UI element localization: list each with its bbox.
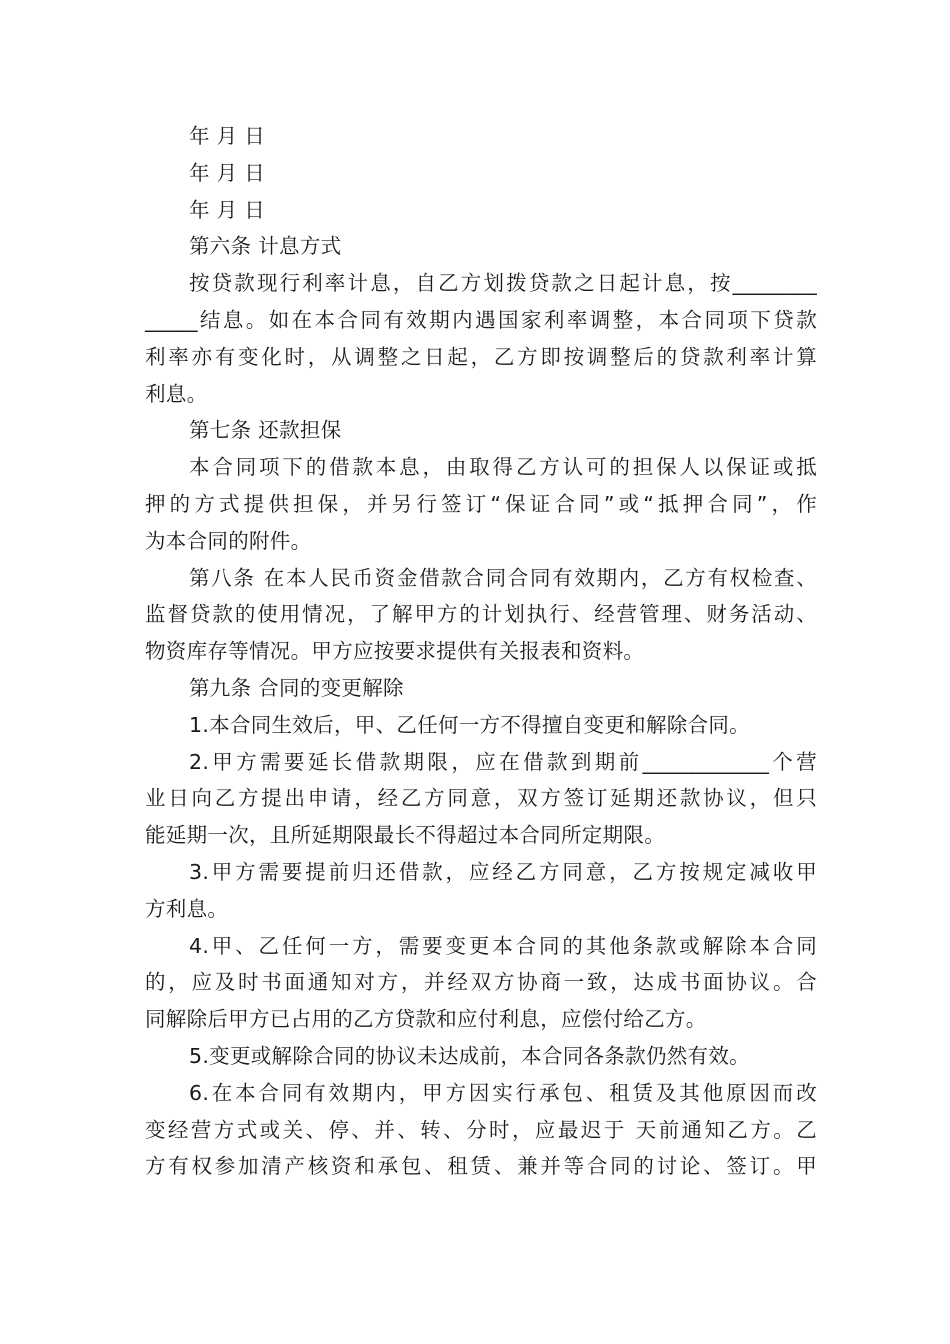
text-line: 第八条 在本人民币资金借款合同合同有效期内，乙方有权检查、	[189, 565, 817, 590]
text-line: 年 月 日	[189, 160, 266, 185]
text-line: 监督贷款的使用情况，了解甲方的计划执行、经营管理、财务活动、	[145, 602, 817, 627]
text-line: 1.本合同生效后，甲、乙任何一方不得擅自变更和解除合同。	[189, 712, 750, 737]
text-line: _____结息。如在本合同有效期内遇国家利率调整，本合同项下贷款	[145, 307, 817, 332]
text-line: 押的方式提供担保，并另行签订“保证合同”或“抵押合同”，作	[145, 491, 817, 516]
text-line: 第九条 合同的变更解除	[189, 675, 404, 700]
text-line: 本合同项下的借款本息，由取得乙方认可的担保人以保证或抵	[189, 455, 817, 480]
text-line: 方利息。	[145, 896, 229, 921]
text-line: 利息。	[145, 381, 208, 406]
text-line: 物资库存等情况。甲方应按要求提供有关报表和资料。	[145, 639, 645, 664]
text-line: 的，应及时书面通知对方，并经双方协商一致，达成书面协议。合	[145, 970, 817, 995]
text-line: 同解除后甲方已占用的乙方贷款和应付利息，应偿付给乙方。	[145, 1007, 707, 1032]
text-line: 3.甲方需要提前归还借款，应经乙方同意，乙方按规定减收甲	[189, 859, 817, 884]
text-line: 4.甲、乙任何一方，需要变更本合同的其他条款或解除本合同	[189, 933, 817, 958]
text-line: 6.在本合同有效期内，甲方因实行承包、租赁及其他原因而改	[189, 1080, 817, 1105]
text-line: 年 月 日	[189, 124, 266, 148]
text-line: 年 月 日	[189, 197, 266, 222]
text-line: 业日向乙方提出申请，经乙方同意，双方签订延期还款协议，但只	[145, 786, 817, 811]
text-line: 利率亦有变化时，从调整之日起，乙方即按调整后的贷款利率计算	[145, 344, 817, 369]
text-line: 方有权参加清产核资和承包、租赁、兼并等合同的讨论、签订。甲	[145, 1154, 817, 1179]
document-page	[145, 118, 817, 1185]
text-line: 变经营方式或关、停、并、转、分时，应最迟于 天前通知乙方。乙	[145, 1117, 817, 1142]
text-line: 5.变更或解除合同的协议未达成前，本合同各条款仍然有效。	[189, 1043, 750, 1068]
text-line: 按贷款现行利率计息，自乙方划拨贷款之日起计息，按________	[189, 271, 817, 296]
text-line: 第七条 还款担保	[189, 418, 342, 443]
text-line: 能延期一次，且所延期限最长不得超过本合同所定期限。	[145, 823, 665, 848]
text-line: 为本合同的附件。	[145, 528, 312, 553]
text-line: 第六条 计息方式	[189, 234, 342, 259]
text-line: 2.甲方需要延长借款期限，应在借款到期前____________个营	[189, 749, 817, 774]
